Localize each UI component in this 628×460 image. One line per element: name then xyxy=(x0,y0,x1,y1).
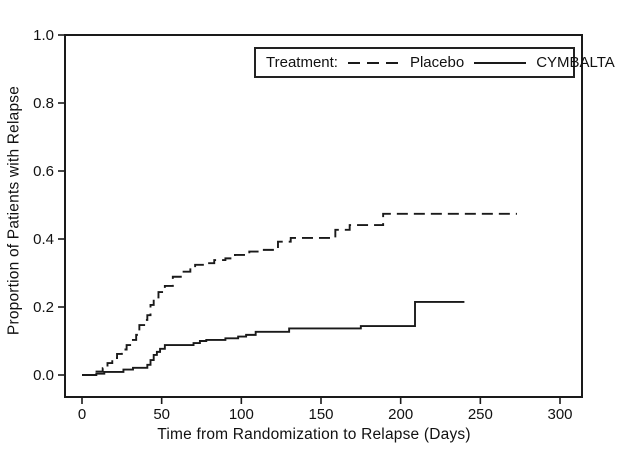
y-tick-label: 0.4 xyxy=(33,231,54,248)
plot-frame xyxy=(65,35,582,397)
y-tick-label: 0.8 xyxy=(33,95,54,112)
legend-box xyxy=(254,47,615,78)
y-axis-title: Proportion of Patients with Relapse xyxy=(5,85,23,336)
x-tick-label: 300 xyxy=(547,406,573,423)
legend-label-placebo: Placebo xyxy=(409,54,465,71)
y-axis xyxy=(33,27,65,384)
y-tick-label: 0.0 xyxy=(33,367,54,384)
legend-title: Treatment: xyxy=(266,54,338,71)
x-tick-label: 150 xyxy=(308,406,334,423)
legend-label-cymbalta: CYMBALTA xyxy=(536,54,615,71)
x-tick-label: 100 xyxy=(228,406,254,423)
y-tick-label: 1.0 xyxy=(33,27,54,44)
placebo-curve xyxy=(82,214,517,375)
x-tick-label: 250 xyxy=(467,406,493,423)
x-tick-label: 200 xyxy=(388,406,414,423)
cymbalta-curve xyxy=(82,302,464,375)
placebo-line-sample xyxy=(347,60,401,66)
cymbalta-line-sample xyxy=(473,60,527,66)
y-tick-label: 0.2 xyxy=(33,299,54,316)
x-tick-label: 50 xyxy=(153,406,171,423)
x-axis xyxy=(78,397,573,423)
y-tick-label: 0.6 xyxy=(33,163,54,180)
x-tick-label: 0 xyxy=(77,406,87,423)
x-axis-title: Time from Randomization to Relapse (Days) xyxy=(157,426,471,443)
